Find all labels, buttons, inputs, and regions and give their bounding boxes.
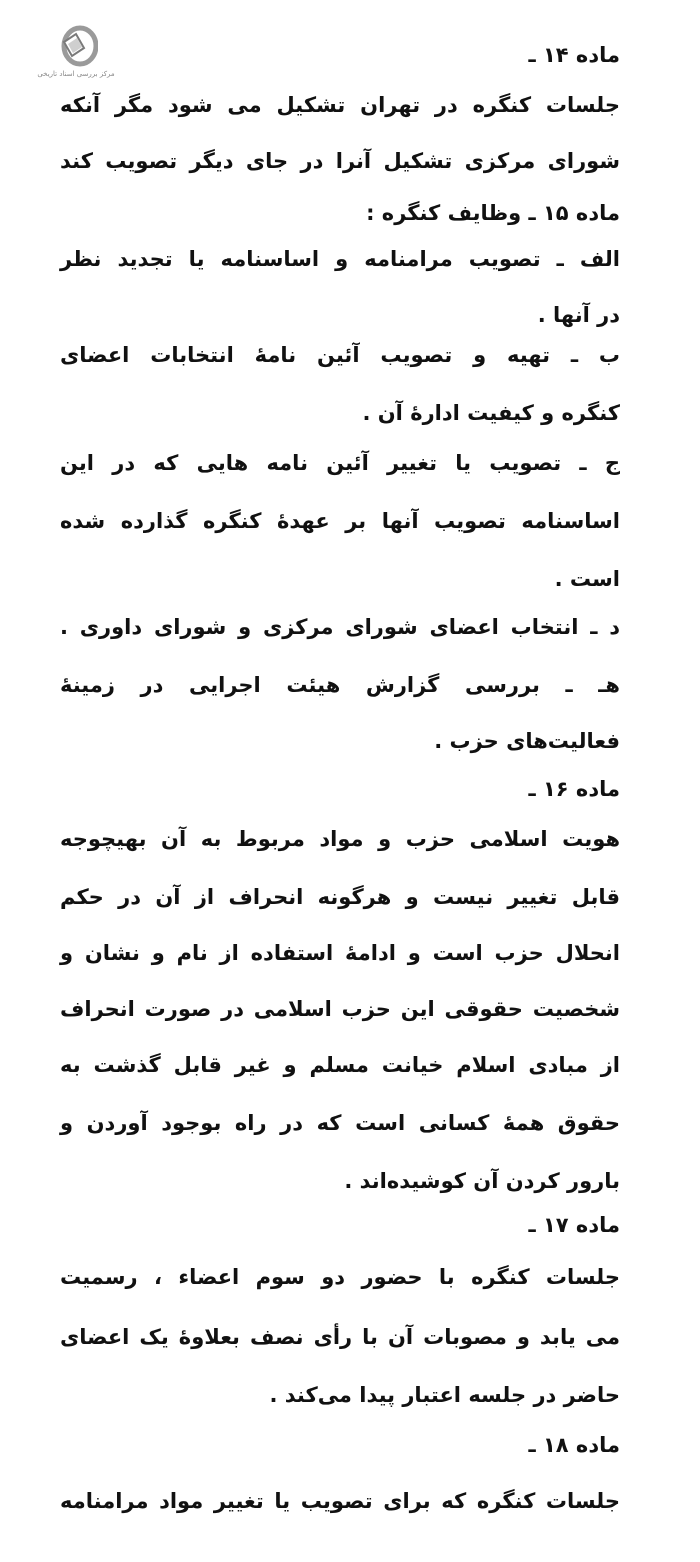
- text-line: بارور کردن آن کوشیده‌اند .: [344, 1169, 620, 1193]
- text-line: کنگره و کیفیت ادارهٔ آن .: [362, 401, 620, 425]
- text-line: شخصیت حقوقی این حزب اسلامی در صورت انحراف: [60, 997, 620, 1021]
- text-line: قابل تغییر نیست و هرگونه انحراف از آن در حکم: [60, 885, 620, 909]
- text-line: حقوق همهٔ کسانی است که در راه بوجود آوردن و: [60, 1111, 620, 1135]
- archive-logo: [26, 24, 126, 86]
- text-line: جلسات کنگره که برای تصویب یا تغییر مواد مرامنامه: [60, 1489, 620, 1513]
- text-line: شورای مرکزی تشکیل آنرا در جای دیگر تصویب کند: [60, 149, 620, 173]
- text-line: هـ ـ بررسی گزارش هیئت اجرایی در زمینهٔ: [60, 673, 620, 697]
- text-line: انحلال حزب است و ادامهٔ استفاده از نام و نشان و: [60, 941, 620, 965]
- text-line: هویت اسلامی حزب و مواد مربوط به آن بهیچوجه: [60, 827, 620, 851]
- text-line: فعالیت‌های حزب .: [434, 729, 620, 753]
- text-line: اساسنامه تصویب آنها بر عهدهٔ کنگره گذارده شده: [60, 509, 620, 533]
- text-line: جلسات کنگره با حضور دو سوم اعضاء ، رسمیت: [60, 1265, 620, 1289]
- text-line: ب ـ تهیه و تصویب آئین نامهٔ انتخابات اعضای: [60, 343, 620, 367]
- article-17-heading: ماده ۱۷ ـ: [528, 1213, 620, 1237]
- article-15-heading: ماده ۱۵ ـ وظایف کنگره :: [366, 201, 620, 225]
- text-line: از مبادی اسلام خیانت مسلم و غیر قابل گذشت به: [60, 1053, 620, 1077]
- text-line: است .: [554, 567, 620, 591]
- text-line: جلسات کنگره در تهران تشکیل می شود مگر آنکه: [60, 93, 620, 117]
- text-line: حاضر در جلسه اعتبار پیدا می‌کند .: [269, 1383, 620, 1407]
- book-icon: [58, 24, 98, 68]
- text-line: د ـ انتخاب اعضای شورای مرکزی و شورای داوری .: [60, 615, 620, 639]
- logo-caption: مرکز بررسی اسناد تاریخی: [37, 70, 115, 78]
- text-line: الف ـ تصویب مرامنامه و اساسنامه یا تجدید نظر: [60, 247, 620, 271]
- article-14-heading: ماده ۱۴ ـ: [528, 43, 620, 67]
- text-line: ج ـ تصویب یا تغییر آئین نامه هایی که در این: [60, 451, 620, 475]
- text-line: در آنها .: [537, 303, 620, 327]
- text-line: می یابد و مصوبات آن با رأی نصف بعلاوهٔ یک اعضای: [60, 1325, 620, 1349]
- article-18-heading: ماده ۱۸ ـ: [528, 1433, 620, 1457]
- article-16-heading: ماده ۱۶ ـ: [528, 777, 620, 801]
